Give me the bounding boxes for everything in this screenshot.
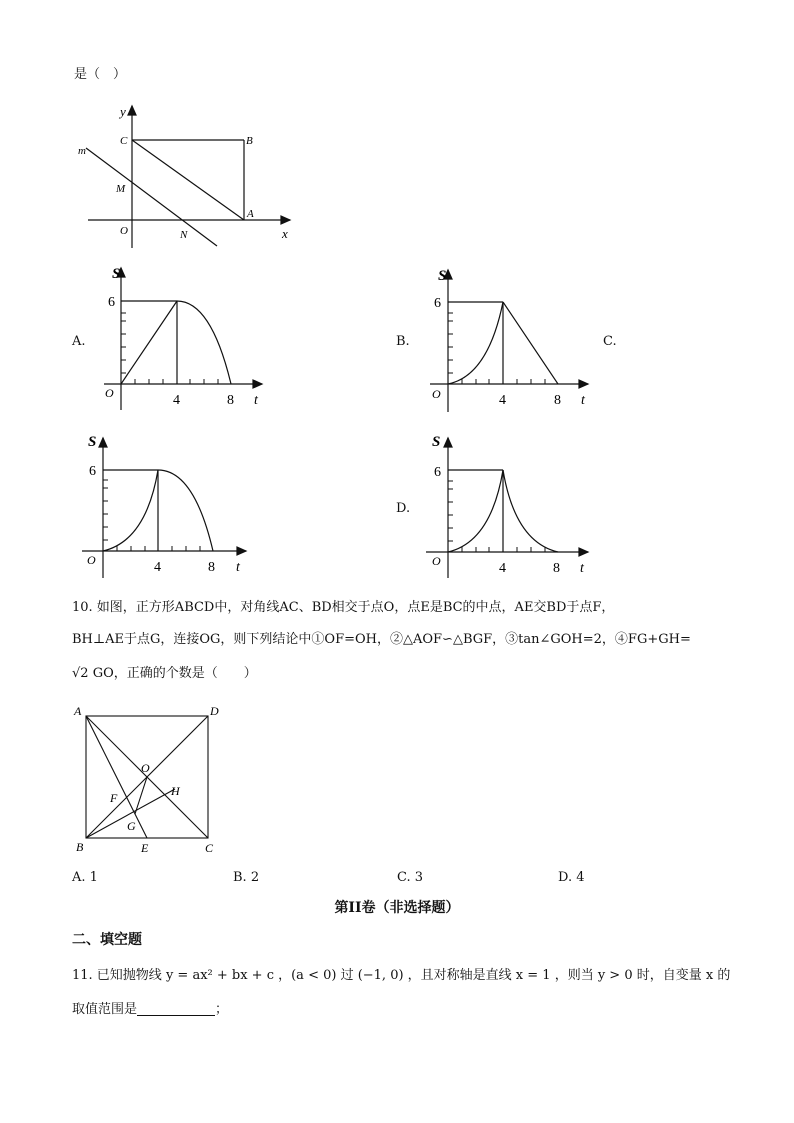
label-m: m: [78, 145, 86, 157]
line-m: [86, 148, 217, 246]
label-point-m: M: [116, 183, 126, 195]
svg-text:O: O: [432, 554, 441, 568]
svg-text:O: O: [432, 387, 441, 401]
label-c: C: [120, 135, 128, 147]
svg-text:H: H: [171, 784, 180, 798]
svg-text:E: E: [141, 841, 149, 855]
option-b-label[interactable]: B.: [396, 334, 410, 349]
label-n: N: [180, 229, 188, 241]
svg-text:t: t: [236, 560, 240, 575]
svg-text:C: C: [205, 841, 214, 855]
svg-text:D: D: [210, 704, 219, 718]
q10-line-3-rest: GO，正确的个数是（ ）: [92, 666, 257, 681]
q10-line-2: BH⊥AE于点G，连接OG，则下列结论中①OF=OH，②△AOF∽△BGF，③tan∠GOH=2，④FG+GH=: [72, 632, 691, 647]
option-c-graph[interactable]: [82, 430, 252, 578]
tick-6: 6: [108, 295, 115, 310]
option-a-graph[interactable]: [100, 262, 270, 410]
option-b-graph[interactable]: [426, 264, 596, 412]
q10-option-b[interactable]: B. 2: [233, 870, 260, 885]
svg-text:8: 8: [208, 560, 215, 575]
label-b: B: [246, 135, 253, 147]
s-axis-label: S: [112, 266, 121, 282]
label-a: A: [247, 208, 254, 220]
label-o: O: [120, 225, 128, 237]
x-axis-arrow: [281, 216, 290, 224]
svg-text:S: S: [88, 434, 97, 450]
volume-title: 第II卷（非选择题）: [334, 900, 460, 916]
answer-blank[interactable]: [137, 1003, 215, 1016]
q10-square-figure: [70, 700, 230, 860]
label-x: x: [282, 226, 288, 241]
svg-text:8: 8: [554, 393, 561, 408]
q11-line-1: 11. 已知抛物线 y = ax² + bx + c ，(a < 0) 过 (−1, 0) ，且对称轴是直线 x = 1 ，则当 y > 0 时，自变量 x 的: [72, 968, 731, 983]
diagonal-ca: [132, 140, 244, 220]
label-y: y: [120, 104, 126, 119]
q10-option-c[interactable]: C. 3: [397, 870, 424, 885]
svg-text:4: 4: [499, 561, 506, 576]
option-a-label[interactable]: A.: [72, 334, 86, 349]
svg-text:8: 8: [553, 561, 560, 576]
section-heading: 二、填空题: [72, 932, 142, 948]
q10-option-d[interactable]: D. 4: [558, 870, 585, 885]
svg-text:G: G: [127, 819, 136, 833]
svg-text:4: 4: [499, 393, 506, 408]
svg-text:O: O: [87, 553, 96, 567]
q9-tail-text: 是（ ）: [74, 67, 127, 82]
svg-text:6: 6: [434, 465, 441, 480]
y-axis-arrow: [128, 106, 136, 115]
q10-option-a[interactable]: A. 1: [72, 870, 98, 885]
tick-4: 4: [173, 393, 180, 408]
svg-text:t: t: [580, 561, 584, 576]
origin-label: O: [105, 386, 114, 400]
svg-text:4: 4: [154, 560, 161, 575]
q9-coordinate-figure: [70, 100, 300, 250]
svg-text:6: 6: [89, 464, 96, 479]
tick-8: 8: [227, 393, 234, 408]
segment-ae: [86, 716, 147, 838]
t-axis-label: t: [254, 393, 258, 408]
q10-line-1: 10. 如图，正方形ABCD中，对角线AC、BD相交于点O，点E是BC的中点，AE交BD于点F，: [72, 600, 615, 615]
svg-text:A: A: [74, 704, 82, 718]
svg-text:S: S: [438, 268, 447, 284]
q11-line-2-text: 取值范围是: [72, 1002, 138, 1017]
svg-text:O: O: [141, 761, 150, 775]
q11-line-2: [72, 1003, 228, 1016]
svg-text:F: F: [110, 791, 118, 805]
q10-line-3: [72, 667, 257, 680]
sqrt-two: √2: [72, 666, 89, 681]
q11-line-2-end: ；: [215, 1002, 229, 1017]
svg-text:B: B: [76, 840, 84, 854]
svg-text:t: t: [581, 393, 585, 408]
option-d-graph[interactable]: [426, 430, 596, 578]
svg-text:6: 6: [434, 296, 441, 311]
option-c-label[interactable]: C.: [603, 334, 617, 349]
option-d-label[interactable]: D.: [396, 501, 411, 516]
svg-text:S: S: [432, 434, 441, 450]
